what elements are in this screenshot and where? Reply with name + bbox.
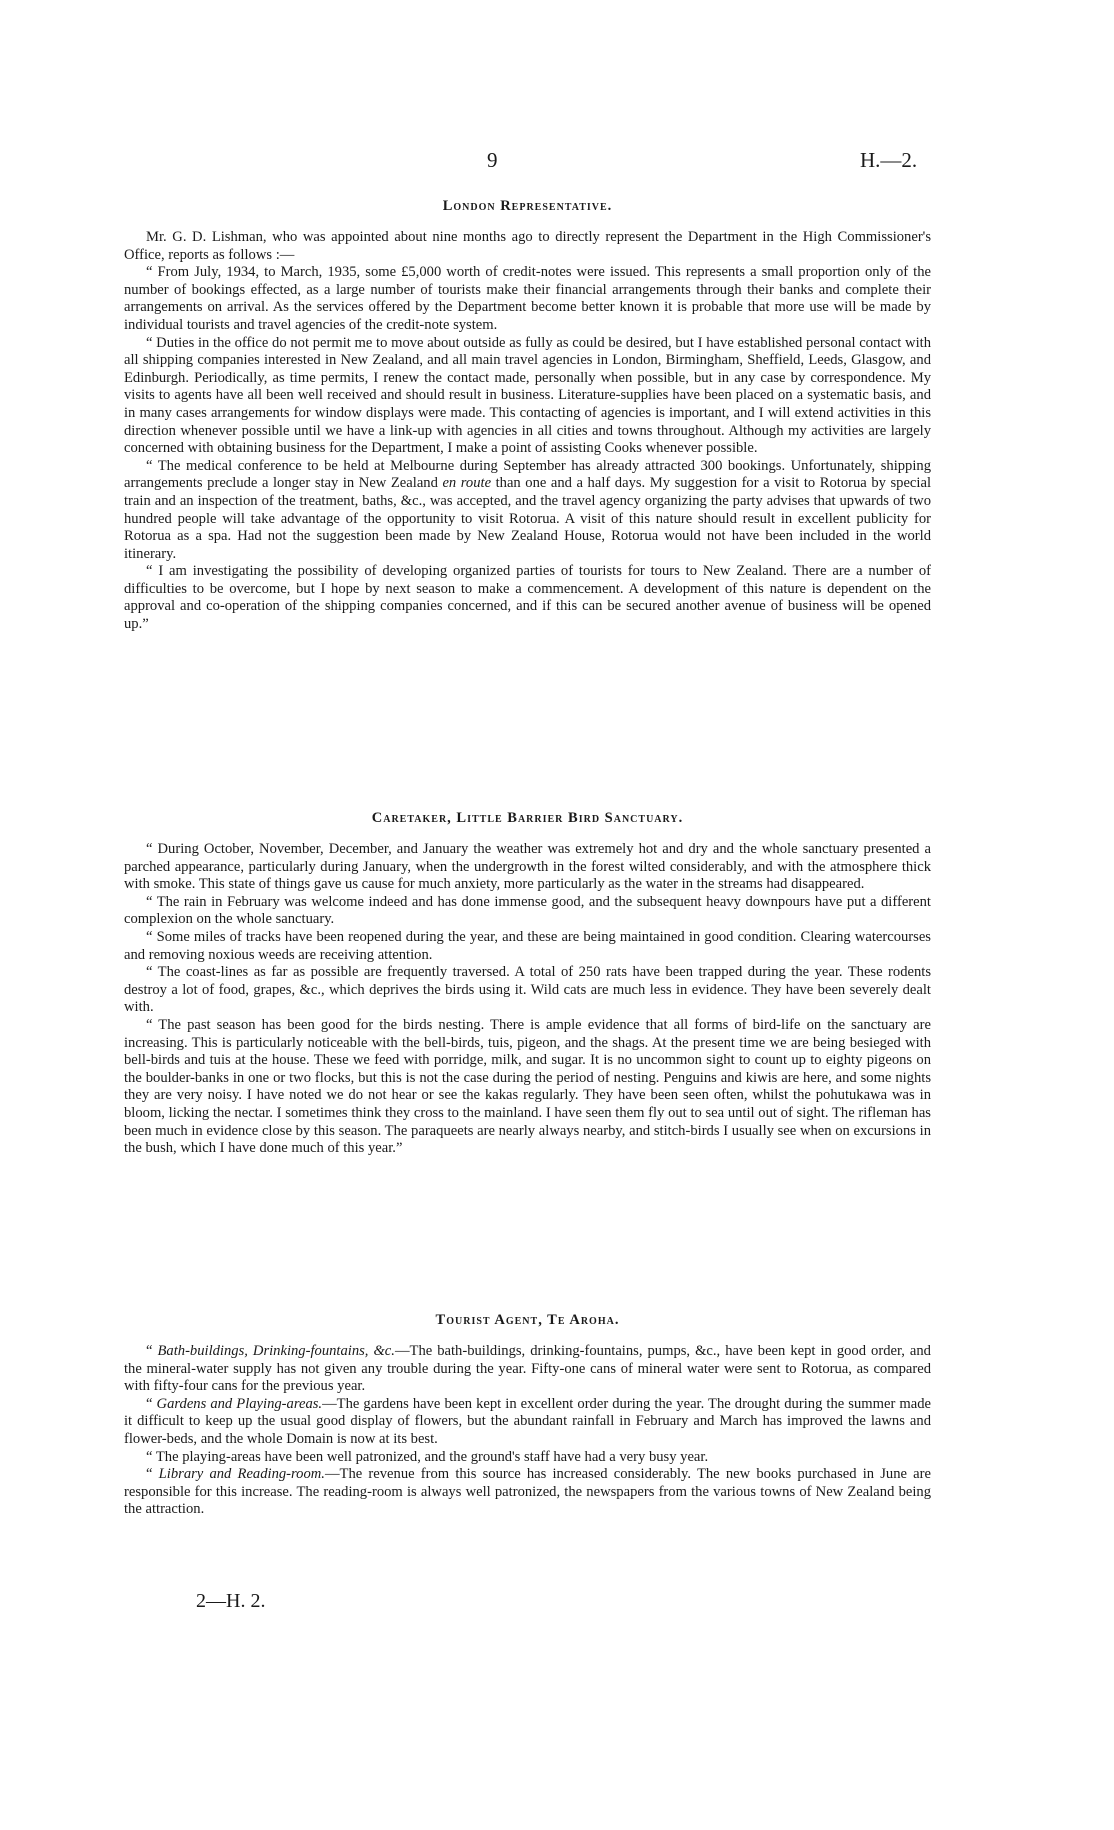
paragraph: “ The coast-lines as far as possible are frequently traversed. A total of 250 rats have been trapped during the year. These rodents destroy a lot of food, grapes, &c., which deprives the birds using it. Wild cats are much less in evidence. They have been severely dealt with. — [124, 964, 931, 1016]
italic-text: Gardens and Playing-areas. — [156, 1395, 323, 1412]
text-run: “ The medical conference to be held at Melbourne during September has already attracted 300 bookings. Unfortunately, shipping arrangements preclude a longer stay in New Zealand — [124, 457, 931, 492]
text-run: —The gardens have been kept in excellent order during the year. The drought during the summer made it difficult to keep up the usual good display of flowers, but the abundant rainfall in February and March has improved the lawns and flower-beds, and the whole Domain is now at its best. — [124, 1395, 931, 1447]
paragraph: Mr. G. D. Lishman, who was appointed about nine months ago to directly represent the Department in the High Commissioner's Office, reports as follows :— — [124, 229, 931, 263]
paragraph: “ From July, 1934, to March, 1935, some £5,000 worth of credit-notes were issued. This represents a small proportion only of the number of bookings effected, as a large number of tourists make their financial arrangements through their banks and complete their arrangements on arrival. As the services offered by the Department become better known it is probable that more use will be made by individual tourists and travel agencies of the credit-note system. — [124, 264, 931, 333]
paragraph: “ Gardens and Playing-areas.—The gardens have been kept in excellent order during the year. The drought during the summer made it difficult to keep up the usual good display of flowers, but the abundant rainfall in February and March has improved the lawns and flower-beds, and the whole Domain is now at its best. — [124, 1395, 931, 1447]
paragraph: “ The past season has been good for the birds nesting. There is ample evidence that all forms of bird-life on the sanctuary are increasing. This is particularly noticeable with the bell-birds, tuis, pigeon, and the shags. At the present time we are being besieged with bell-birds and tuis at the house. These we feed with porridge, milk, and sugar. It is no uncommon sight to count up to eighty pigeons on the boulder-banks in one or two flocks, but this is not the case during the period of nesting. Penguins and kiwis are here, and some nights they are very noisy. I have noted we do not hear or see the kakas regularly. They have been seen often, whilst the pohutukawa was in bloom, licking the nectar. I sometimes think they cross to the mainland. I have seen them fly out to sea until out of sight. The rifleman has been much in evidence close by this season. The paraqueets are nearly always nearby, and stitch-birds I usually see when on excursions in the bush, which I have done much of this year.” — [124, 1016, 931, 1157]
section-heading-barrier: Caretaker, Little Barrier Bird Sanctuary. — [371, 810, 684, 826]
paragraph: “ During October, November, December, and January the weather was extremely hot and dry and the whole sanctuary presented a parched appearance, particularly during January, when the undergrowth in the forest wilted considerably, and with the atmosphere thick with smoke. This state of things gave us cause for much anxiety, more particularly as the water in the streams had disappeared. — [124, 841, 931, 893]
text-run: —The bath-buildings, drinking-fountains, pumps, &c., have been kept in good order, and the mineral-water supply has not given any trouble during the year. Fifty-one cans of mineral water were sent to Rotorua, as compared with fifty-four cans for the previous year. — [124, 1343, 931, 1395]
document-code: H.—2. — [860, 148, 918, 172]
page-signature: 2—H. 2. — [196, 1590, 266, 1612]
paragraph: “ The rain in February was welcome indeed and has done immense good, and the subsequent heavy downpours have put a different complexion on the whole sanctuary. — [124, 893, 931, 928]
paragraph: “ I am investigating the possibility of developing organized parties of tourists for tours to New Zealand. There are a number of difficulties to be overcome, but I hope by next season to make a commencement. A development of this nature is dependent on the approval and co-operation of the shipping companies concerned, and if this can be secured another avenue of business will be opened up.” — [124, 563, 931, 633]
paragraph: “ Duties in the office do not permit me to move about outside as fully as could be desired, but I have established personal contact with all shipping companies interested in New Zealand, and all main travel agencies in London, Birmingham, Sheffield, Leeds, Glasgow, and Edinburgh. Periodically, as time permits, I renew the contact made, personally when possible, but in any case by correspondence. My visits to agents have all been well received and should result in business. Literature-supplies have been placed on a systematic basis, and in many cases arrangements for window displays were made. This contacting of agencies is important, and I will extend activities in this direction whenever possible until we have a link-up with agencies in all cities and towns throughout. Although my activities are largely concerned with obtaining business for the Department, I make a point of assisting Cooks whenever possible. — [124, 334, 931, 457]
paragraph: “ Library and Reading-room.—The revenue from this source has increased considerably. The new books purchased in June are responsible for this increase. The reading-room is always well patronized, the newspapers from the various towns of New Zealand being the attraction. — [124, 1466, 931, 1518]
page-number: 9 — [487, 148, 498, 172]
paragraph: “ Some miles of tracks have been reopened during the year, and these are being maintained in good condition. Clearing watercourses and removing noxious weeds are receiving attention. — [124, 928, 931, 963]
italic-text: en route — [442, 475, 492, 492]
section-london-representative — [124, 198, 931, 634]
italic-text: Bath-buildings, Drinking-fountains, &c. — [157, 1343, 395, 1359]
paragraph: “ The playing-areas have been well patronized, and the ground's staff have had a very busy year. — [146, 1448, 709, 1465]
text-run: than one and a half days. My suggestion for a visit to Rotorua by special train and an inspection of the treatment, baths, &c., was accepted, and the travel agency organizing the party advises that upwards of two hundred people will take advantage of the opportunity to visit Rotorua. A visit of this nature should result in excellent publicity for Rotorua as a spa. Had not the suggestion been made by New Zealand House, Rotorua would not have been included in the world itinerary. — [124, 475, 931, 562]
section-heading-aroha: Tourist Agent, Te Aroha. — [435, 1312, 620, 1328]
paragraph — [124, 458, 931, 564]
text-run: —The revenue from this source has increased considerably. The new books purchased in June are responsible for this increase. The reading-room is always well patronized, the newspapers from the various towns of New Zealand being the attraction. — [124, 1466, 931, 1518]
paragraph: “ Bath-buildings, Drinking-fountains, &c.—The bath-buildings, drinking-fountains, pumps, &c., have been kept in good order, and the mineral-water supply has not given any trouble during the year. Fifty-one cans of mineral water were sent to Rotorua, as compared with fifty-four cans for the previous year. — [124, 1343, 931, 1395]
page-header — [0, 148, 1114, 178]
section-te-aroha — [124, 1312, 931, 1519]
italic-text: Library and Reading-room. — [158, 1466, 325, 1483]
section-heading-london: London Representative. — [442, 198, 613, 214]
section-little-barrier — [124, 810, 931, 1158]
